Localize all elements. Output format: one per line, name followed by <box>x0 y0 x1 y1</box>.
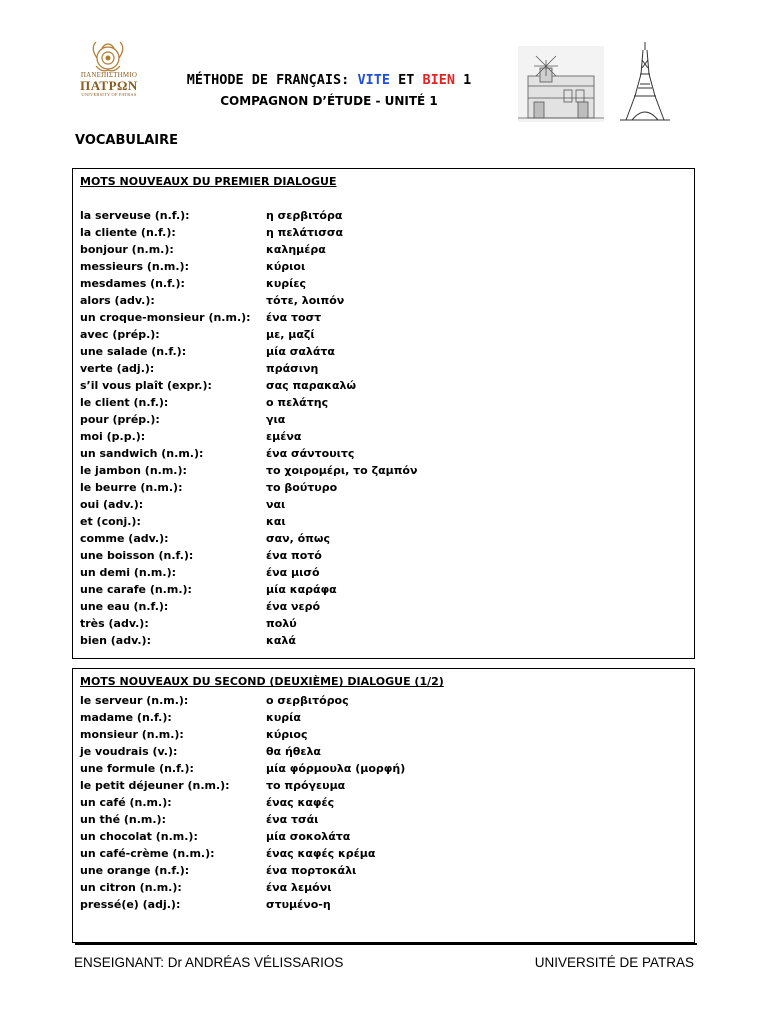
greek-translation: κύριοι <box>266 260 306 273</box>
vocabulary-row <box>80 692 684 709</box>
vocabulary-row <box>80 445 684 462</box>
french-term: un sandwich (n.m.): <box>80 447 204 460</box>
eiffel-tower-sketch-image <box>618 40 672 122</box>
vocabulary-row <box>80 224 684 241</box>
vocabulary-row <box>80 896 684 913</box>
logo-line-2: ΠΑΤΡΩΝ <box>80 78 138 93</box>
french-term: une orange (n.f.): <box>80 864 190 877</box>
greek-translation: το πρόγευμα <box>266 779 346 792</box>
greek-translation: ο πελάτης <box>266 396 329 409</box>
vocabulary-row <box>80 411 684 428</box>
french-term: une salade (n.f.): <box>80 345 187 358</box>
title-part-1: MÉTHODE DE FRANÇAIS: <box>186 72 358 88</box>
greek-translation: το βούτυρο <box>266 481 338 494</box>
french-term: mesdames (n.f.): <box>80 277 185 290</box>
title-et: ET <box>389 72 423 88</box>
footer-teacher: ENSEIGNANT: Dr ANDRÉAS VÉLISSARIOS <box>74 955 344 970</box>
greek-translation: το χοιρομέρι, το ζαμπόν <box>266 464 418 477</box>
vocabulary-box-first-dialogue <box>72 168 695 659</box>
vocabulary-list <box>80 207 684 649</box>
greek-translation: ένας καφές <box>266 796 335 809</box>
greek-translation: καλημέρα <box>266 243 326 256</box>
vocabulary-row <box>80 292 684 309</box>
greek-translation: ναι <box>266 498 286 511</box>
title-bien: BIEN <box>422 72 455 88</box>
french-term: bien (adv.): <box>80 634 151 647</box>
greek-translation: ένα τοστ <box>266 311 322 324</box>
vocabulary-row <box>80 709 684 726</box>
french-term: pressé(e) (adj.): <box>80 898 181 911</box>
french-term: une carafe (n.m.): <box>80 583 192 596</box>
french-term: moi (p.p.): <box>80 430 146 443</box>
vocabulary-row <box>80 743 684 760</box>
greek-translation: κύριος <box>266 728 308 741</box>
greek-translation: ένα πορτοκάλι <box>266 864 357 877</box>
french-term: le serveur (n.m.): <box>80 694 189 707</box>
french-term: très (adv.): <box>80 617 149 630</box>
vocabulary-row <box>80 360 684 377</box>
french-term: la serveuse (n.f.): <box>80 209 190 222</box>
greek-translation: η σερβιτόρα <box>266 209 343 222</box>
vocabulary-row <box>80 241 684 258</box>
vocabulary-row <box>80 811 684 828</box>
french-term: le beurre (n.m.): <box>80 481 183 494</box>
vocabulary-row <box>80 258 684 275</box>
vocabulary-row <box>80 547 684 564</box>
french-term: la cliente (n.f.): <box>80 226 176 239</box>
vocabulary-row <box>80 726 684 743</box>
vocabulary-row <box>80 632 684 649</box>
greek-translation: ένα σάντουιτς <box>266 447 355 460</box>
vocabulary-row <box>80 564 684 581</box>
french-term: verte (adj.): <box>80 362 155 375</box>
vocabulary-row <box>80 394 684 411</box>
french-term: un chocolat (n.m.): <box>80 830 198 843</box>
greek-translation: ένα μισό <box>266 566 320 579</box>
french-term: une boisson (n.f.): <box>80 549 194 562</box>
greek-translation: πολύ <box>266 617 297 630</box>
vocabulary-row <box>80 777 684 794</box>
vocabulary-row <box>80 879 684 896</box>
greek-translation: εμένα <box>266 430 302 443</box>
greek-translation: μία καράφα <box>266 583 337 596</box>
document-title <box>148 72 510 88</box>
greek-translation: σαν, όπως <box>266 532 330 545</box>
french-term: un demi (n.m.): <box>80 566 176 579</box>
greek-translation: ένα νερό <box>266 600 321 613</box>
french-term: monsieur (n.m.): <box>80 728 184 741</box>
french-term: le petit déjeuner (n.m.): <box>80 779 230 792</box>
greek-translation: κυρίες <box>266 277 307 290</box>
vocabulary-row <box>80 530 684 547</box>
greek-translation: με, μαζί <box>266 328 315 341</box>
vocabulary-row <box>80 794 684 811</box>
french-term: le client (n.f.): <box>80 396 169 409</box>
french-term: je voudrais (v.): <box>80 745 178 758</box>
french-term: bonjour (n.m.): <box>80 243 174 256</box>
logo-line-3: UNIVERSITY OF PATRAS <box>81 92 137 97</box>
french-term: avec (prép.): <box>80 328 160 341</box>
logo-line-1: ΠΑΝΕΠΙΣΤΗΜΙΟ <box>80 71 138 79</box>
greek-translation: για <box>266 413 286 426</box>
vocabulary-row <box>80 760 684 777</box>
french-term: oui (adv.): <box>80 498 144 511</box>
vocabulary-row <box>80 862 684 879</box>
greek-translation: σας παρακαλώ <box>266 379 357 392</box>
french-term: et (conj.): <box>80 515 141 528</box>
vocabulary-list <box>80 692 684 913</box>
french-term: un café-crème (n.m.): <box>80 847 215 860</box>
vocabulary-row <box>80 428 684 445</box>
vocabulary-row <box>80 828 684 845</box>
vocabulary-row <box>80 513 684 530</box>
footer-university: UNIVERSITÉ DE PATRAS <box>534 955 694 970</box>
vocabulary-row <box>80 326 684 343</box>
greek-translation: κυρία <box>266 711 301 724</box>
title-number: 1 <box>454 72 472 88</box>
greek-translation: ένας καφές κρέμα <box>266 847 376 860</box>
greek-translation: στυμένο-η <box>266 898 331 911</box>
vocabulary-row <box>80 581 684 598</box>
box-heading: MOTS NOUVEAUX DU SECOND (DEUXIÈME) DIALOGUE (1/2) <box>80 675 444 688</box>
french-term: madame (n.f.): <box>80 711 172 724</box>
greek-translation: η πελάτισσα <box>266 226 343 239</box>
french-term: un citron (n.m.): <box>80 881 182 894</box>
greek-translation: μία σαλάτα <box>266 345 335 358</box>
greek-translation: τότε, λοιπόν <box>266 294 345 307</box>
french-term: un café (n.m.): <box>80 796 172 809</box>
section-title: VOCABULAIRE <box>75 133 179 148</box>
french-term: le jambon (n.m.): <box>80 464 187 477</box>
box-heading: MOTS NOUVEAUX DU PREMIER DIALOGUE <box>80 175 337 188</box>
vocabulary-row <box>80 598 684 615</box>
greek-translation: μία φόρμουλα (μορφή) <box>266 762 406 775</box>
university-logo-text <box>74 72 144 98</box>
vocabulary-box-second-dialogue <box>72 668 695 943</box>
greek-translation: ένα τσάι <box>266 813 319 826</box>
french-term: un thé (n.m.): <box>80 813 166 826</box>
greek-translation: και <box>266 515 286 528</box>
french-term: une eau (n.f.): <box>80 600 169 613</box>
greek-translation: ένα λεμόνι <box>266 881 332 894</box>
greek-translation: μία σοκολάτα <box>266 830 351 843</box>
vocabulary-row <box>80 275 684 292</box>
title-vite: VITE <box>357 72 390 88</box>
vocabulary-row <box>80 615 684 632</box>
french-term: pour (prép.): <box>80 413 160 426</box>
vocabulary-row <box>80 207 684 224</box>
moulin-rouge-sketch-image <box>518 46 604 122</box>
french-term: un croque-monsieur (n.m.): <box>80 311 251 324</box>
french-term: comme (adv.): <box>80 532 169 545</box>
document-subtitle: COMPAGNON D’ÉTUDE - UNITÉ 1 <box>220 94 438 108</box>
french-term: alors (adv.): <box>80 294 155 307</box>
vocabulary-row <box>80 845 684 862</box>
greek-translation: θα ήθελα <box>266 745 321 758</box>
vocabulary-row <box>80 309 684 326</box>
french-term: s’il vous plaît (expr.): <box>80 379 212 392</box>
vocabulary-row <box>80 496 684 513</box>
vocabulary-row <box>80 343 684 360</box>
french-term: une formule (n.f.): <box>80 762 194 775</box>
vocabulary-row <box>80 377 684 394</box>
greek-translation: ο σερβιτόρος <box>266 694 349 707</box>
greek-translation: ένα ποτό <box>266 549 322 562</box>
french-term: messieurs (n.m.): <box>80 260 189 273</box>
vocabulary-row <box>80 479 684 496</box>
greek-translation: πράσινη <box>266 362 319 375</box>
vocabulary-row <box>80 462 684 479</box>
greek-translation: καλά <box>266 634 296 647</box>
